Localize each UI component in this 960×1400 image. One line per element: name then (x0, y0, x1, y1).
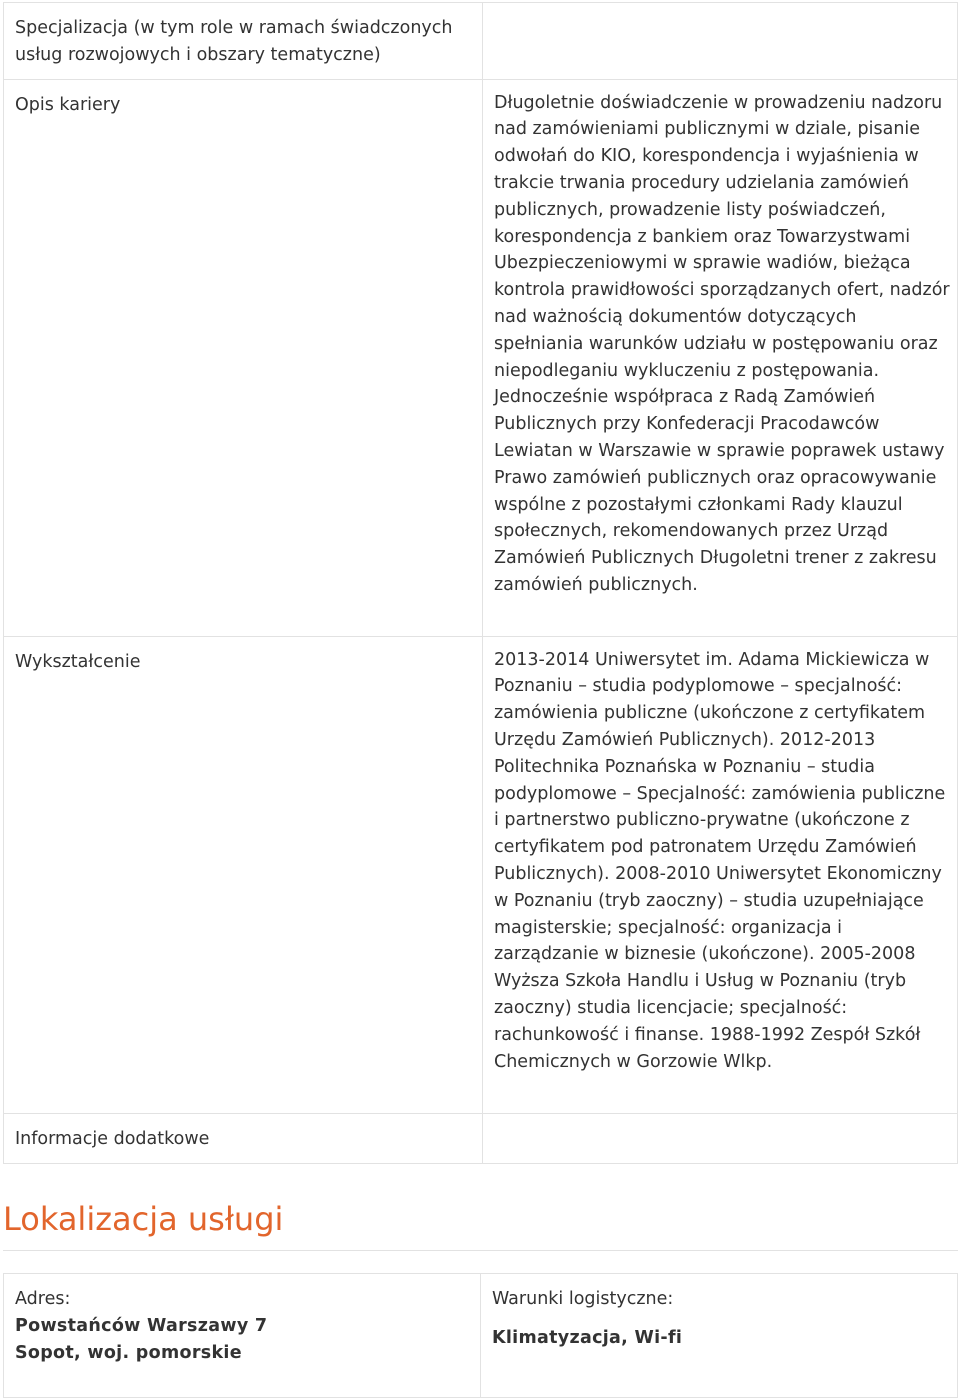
section-divider (3, 1250, 958, 1251)
address-cell (4, 1274, 481, 1398)
section-title-location: Lokalizacja usługi (3, 1200, 284, 1238)
specialization-label: Specjalizacja (w tym role w ramach świadczonych usług rozwojowych i obszary tematyczne) (4, 3, 483, 80)
address-city: Sopot, woj. pomorskie (15, 1343, 242, 1363)
career-label: Opis kariery (4, 79, 483, 636)
table-row (4, 1274, 958, 1398)
address-street: Powstańców Warszawy 7 (15, 1316, 268, 1336)
table-row (4, 1113, 958, 1163)
location-table (3, 1273, 958, 1398)
education-label: Wykształcenie (4, 636, 483, 1113)
logistics-value: Klimatyzacja, Wi-fi (492, 1328, 683, 1348)
table-row (4, 79, 958, 636)
additional-info-label: Informacje dodatkowe (4, 1113, 483, 1163)
address-label: Adres: (15, 1289, 71, 1309)
additional-info-value (483, 1113, 958, 1163)
logistics-cell (481, 1274, 958, 1398)
table-row (4, 3, 958, 80)
logistics-label: Warunki logistyczne: (492, 1289, 674, 1309)
education-value: 2013-2014 Uniwersytet im. Adama Mickiewicza w Poznaniu – studia podyplomowe – specjalność: zamówienia publiczne (ukończone z certyfikatem Urzędu Zamówień Publicznych). 2012-2013 Politechnika Poznańska w Poznaniu – studia podyplomowe – Specjalność: zamówienia publiczne i partnerstwo publiczno-prywatne (ukończone z certyfikatem pod patronatem Urzędu Zamówień Publicznych). 2008-2010 Uniwersytet Ekonomiczny w Poznaniu (tryb zaoczny) – studia uzupełniające magisterskie; specjalność: organizacja i zarządzanie w biznesie (ukończone). 2005-2008 Wyższa Szkoła Handlu i Usług w Poznaniu (tryb zaoczny) studia licencjacie; specjalność: rachunkowość i finanse. 1988-1992 Zespół Szkół Chemicznych w Gorzowie Wlkp. (483, 636, 958, 1113)
table-row (4, 636, 958, 1113)
career-value: Długoletnie doświadczenie w prowadzeniu nadzoru nad zamówieniami publicznymi w dziale, pisanie odwołań do KIO, korespondencja i wyjaśnienia w trakcie trwania procedury udzielania zamówień publicznych, prowadzenie listy poświadczeń, korespondencja z bankiem oraz Towarzystwami Ubezpieczeniowymi w sprawie wadiów, bieżąca kontrola prawidłowości sporządzanych ofert, nadzór nad ważnością dokumentów dotyczących spełniania warunków udziału w postępowaniu oraz niepodleganiu wykluczeniu z postępowania. Jednocześnie współpraca z Radą Zamówień Publicznych przy Konfederacji Pracodawców Lewiatan w Warszawie w sprawie poprawek ustawy Prawo zamówień publicznych oraz opracowywanie wspólne z pozostałymi członkami Rady klauzul społecznych, rekomendowanych przez Urząd Zamówień Publicznych Długoletni trener z zakresu zamówień publicznych. (483, 79, 958, 636)
trainer-info-table (3, 2, 958, 1164)
specialization-value (483, 3, 958, 80)
